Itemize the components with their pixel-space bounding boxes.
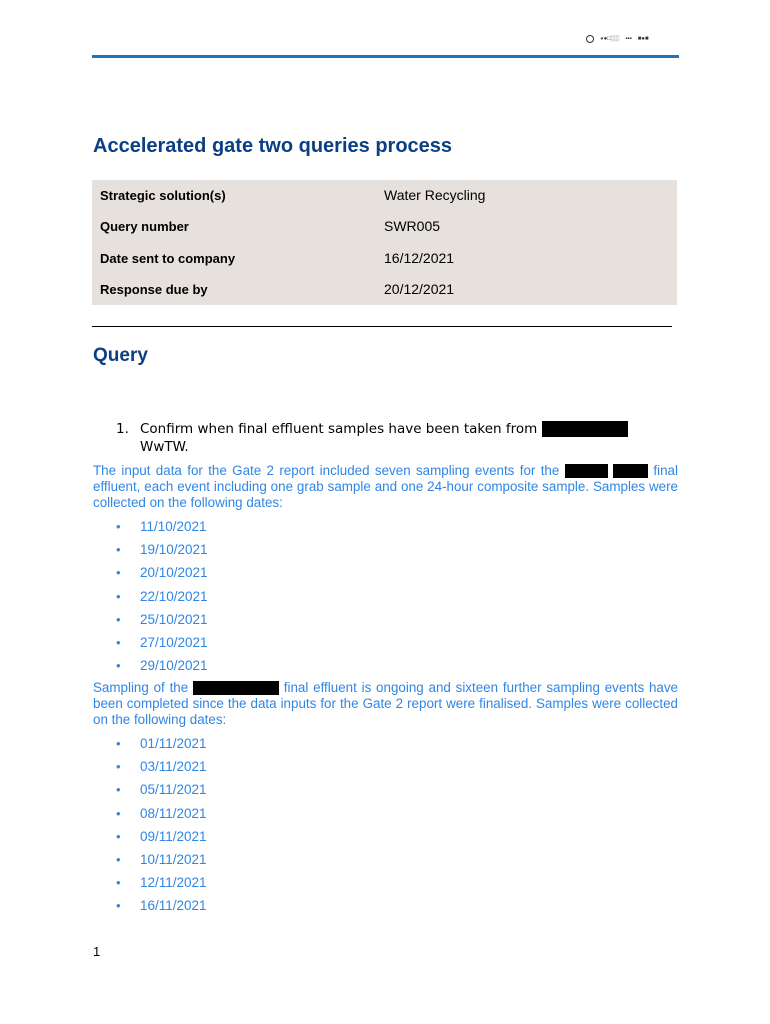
bullet-icon: • — [116, 565, 121, 581]
sampling-date-item — [116, 825, 207, 848]
bullet-icon: • — [116, 588, 121, 604]
sampling-date-item — [116, 608, 208, 631]
sampling-dates-list-1 — [116, 515, 208, 677]
logo-icon — [586, 35, 594, 43]
sampling-date: 10/11/2021 — [140, 851, 207, 867]
header-logos — [586, 33, 666, 45]
bullet-icon: • — [116, 898, 121, 914]
response-paragraph-1 — [93, 463, 678, 511]
sampling-date: 20/10/2021 — [140, 565, 208, 581]
meta-label: Strategic solution(s) — [100, 188, 226, 203]
response-paragraph-2 — [93, 680, 678, 728]
sampling-date-item — [116, 778, 207, 801]
response-text: final effluent, each event including one grab sample and one 24-hour composite sample. Samples were collected on the following dates: — [93, 463, 678, 510]
meta-label: Date sent to company — [100, 251, 236, 266]
meta-value: 20/12/2021 — [384, 281, 455, 297]
redaction-bar — [613, 464, 648, 478]
meta-row-response-due — [92, 274, 677, 305]
bullet-icon: • — [116, 759, 121, 775]
sampling-date: 01/11/2021 — [140, 736, 207, 751]
logo-text-1: ◕●□░░ — [600, 36, 620, 42]
meta-label: Response due by — [100, 282, 208, 297]
sampling-date-item — [116, 585, 208, 608]
sampling-dates-list-2 — [116, 732, 207, 918]
bullet-icon: • — [116, 828, 121, 844]
sampling-date: 12/11/2021 — [140, 875, 207, 891]
query-meta-table — [92, 180, 677, 305]
sampling-date-item — [116, 871, 207, 894]
bullet-icon: • — [116, 634, 121, 650]
question-number: 1. — [116, 421, 129, 437]
bullet-icon: • — [116, 611, 121, 627]
document-title: Accelerated gate two queries process — [93, 135, 453, 157]
sampling-date: 16/11/2021 — [140, 898, 207, 914]
sampling-date-item — [116, 561, 208, 584]
redaction-bar — [193, 681, 279, 695]
sampling-date: 27/10/2021 — [140, 634, 208, 650]
section-divider — [92, 326, 672, 327]
response-text: Sampling of the — [93, 680, 189, 695]
sampling-date: 19/10/2021 — [140, 542, 208, 558]
sampling-date: 25/10/2021 — [140, 611, 208, 627]
query-heading: Query — [93, 345, 148, 366]
redaction-bar — [542, 421, 628, 437]
sampling-date-item — [116, 631, 208, 654]
meta-row-date-sent — [92, 243, 677, 274]
sampling-date-item — [116, 755, 207, 778]
bullet-icon: • — [116, 851, 121, 867]
logo-text-3: ■●■ — [637, 36, 649, 42]
bullet-icon: • — [116, 519, 121, 534]
bullet-icon: • — [116, 875, 121, 891]
sampling-date-item — [116, 848, 207, 871]
response-text: The input data for the Gate 2 report included seven sampling events for the — [93, 463, 560, 478]
redaction-bar — [565, 464, 608, 478]
bullet-icon: • — [116, 805, 121, 821]
sampling-date-item — [116, 894, 207, 917]
sampling-date: 29/10/2021 — [140, 658, 208, 674]
meta-label: Query number — [100, 219, 189, 234]
sampling-date: 05/11/2021 — [140, 782, 207, 798]
sampling-date: 03/11/2021 — [140, 759, 207, 775]
bullet-icon: • — [116, 658, 121, 674]
question-text — [140, 420, 670, 456]
sampling-date-item — [116, 732, 207, 755]
meta-value: Water Recycling — [384, 187, 486, 203]
bullet-icon: • — [116, 542, 121, 558]
meta-value: SWR005 — [384, 218, 441, 234]
sampling-date: 22/10/2021 — [140, 588, 208, 604]
page-number: 1 — [93, 944, 101, 959]
meta-value: 16/12/2021 — [384, 250, 455, 266]
sampling-date-item — [116, 538, 208, 561]
response-text: final effluent is ongoing and sixteen further sampling events have been completed since the data inputs for the Gate 2 report were finalised. Samples were collected on the following dates: — [93, 680, 678, 727]
sampling-date: 11/10/2021 — [140, 519, 207, 534]
question-text-part: Confirm when final effluent samples have been taken from — [140, 421, 538, 437]
bullet-icon: • — [116, 782, 121, 798]
sampling-date-item — [116, 515, 208, 538]
sampling-date-item — [116, 654, 208, 677]
meta-row-query-number — [92, 211, 677, 242]
sampling-date-item — [116, 802, 207, 825]
logo-text-2: ▪▪▪ — [625, 36, 632, 42]
meta-row-solution — [92, 180, 677, 211]
question-text-part: WwTW. — [140, 439, 189, 455]
sampling-date: 08/11/2021 — [140, 805, 207, 821]
bullet-icon: • — [116, 736, 121, 751]
sampling-date: 09/11/2021 — [140, 828, 207, 844]
header-rule — [92, 55, 679, 58]
